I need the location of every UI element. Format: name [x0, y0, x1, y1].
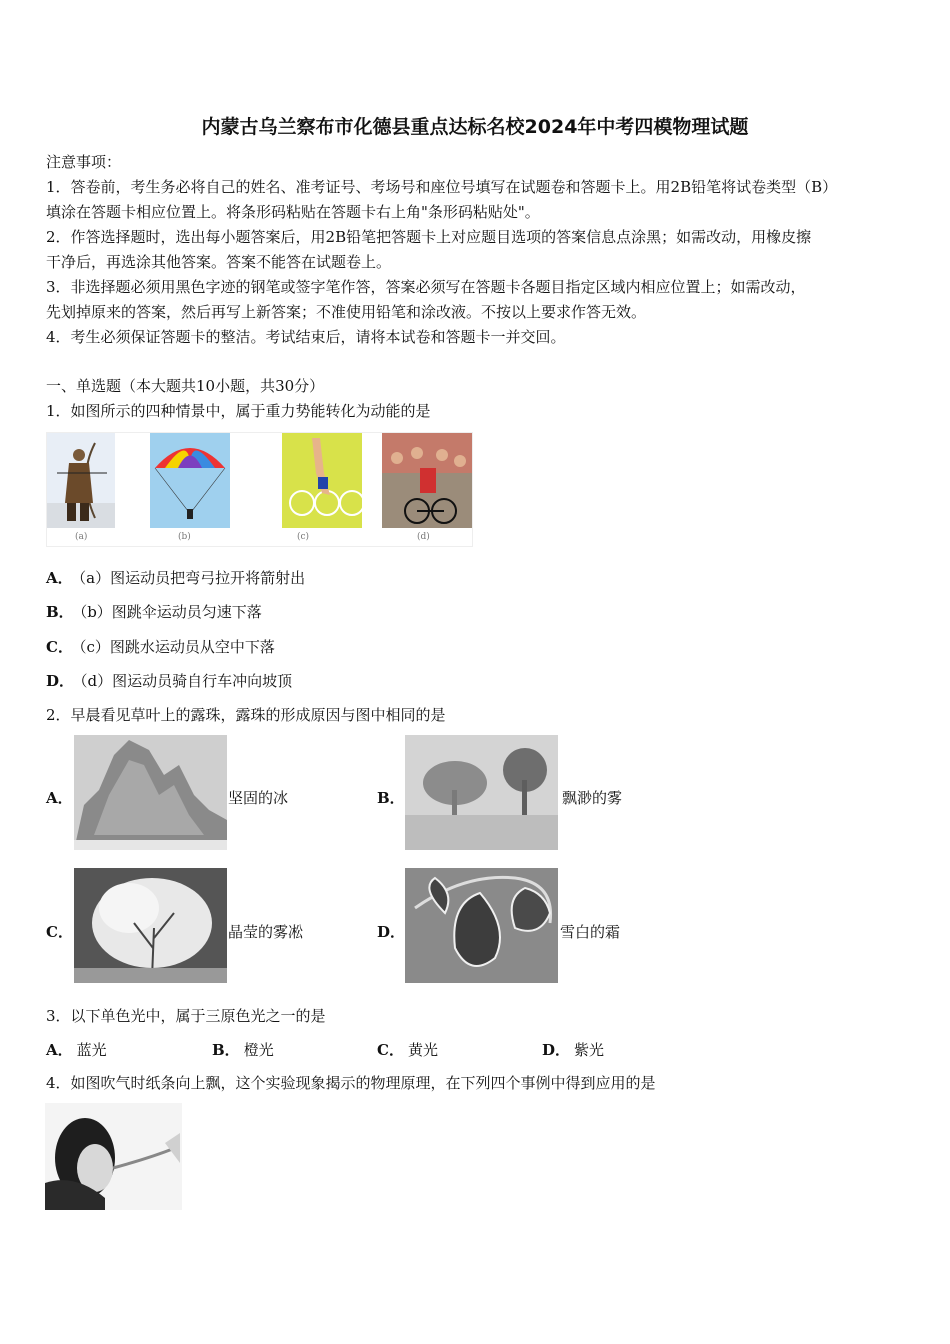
- caption: (b): [178, 532, 191, 542]
- page-title: 内蒙古乌兰察布市化德县重点达标名校2024年中考四模物理试题: [201, 116, 749, 138]
- blowing-paper-photo: [45, 1103, 182, 1210]
- option-d[interactable]: D． （d）图运动员骑自行车冲向坡顶: [46, 672, 293, 690]
- question-1-stem: 1．如图所示的四种情景中，属于重力势能转化为动能的是: [46, 402, 431, 420]
- notice-line: 填涂在答题卡相应位置上。将条形码粘贴在答题卡右上角"条形码粘贴处"。: [46, 203, 540, 221]
- caption: (d): [417, 532, 430, 542]
- option-b-text: 飘渺的雾: [562, 789, 623, 807]
- option-b[interactable]: B． 橙光: [212, 1041, 274, 1059]
- option-b[interactable]: B． （b）图跳伞运动员匀速下落: [46, 603, 262, 621]
- caption: (a): [75, 532, 88, 542]
- notice-line: 2．作答选择题时，选出每小题答案后，用2B铅笔把答题卡上对应题目选项的答案信息点涂黑；如需改动，用橡皮擦: [46, 228, 812, 246]
- notice-heading: 注意事项：: [46, 153, 122, 171]
- question-4-stem: 4．如图吹气时纸条向上飘，这个实验现象揭示的物理原理，在下列四个事例中得到应用的是: [46, 1074, 656, 1092]
- notice-line: 1．答卷前，考生务必将自己的姓名、准考证号、考场号和座位号填写在试题卷和答题卡上。用2B铅笔将试卷类型（B）: [46, 178, 838, 196]
- archer-photo: [47, 433, 115, 528]
- option-d[interactable]: D． 紫光: [542, 1041, 605, 1059]
- diver-photo: [282, 433, 362, 528]
- option-a-letter[interactable]: A．: [46, 789, 73, 807]
- rime-photo: [74, 868, 227, 983]
- notice-line: 4．考生必须保证答题卡的整洁。考试结束后，请将本试卷和答题卡一并交回。: [46, 328, 566, 346]
- parachute-photo: [150, 433, 230, 528]
- fog-photo: [405, 735, 558, 850]
- option-c-text: 晶莹的雾凇: [228, 923, 304, 941]
- option-c[interactable]: C． （c）图跳水运动员从空中下落: [46, 638, 275, 656]
- question-3-stem: 3．以下单色光中，属于三原色光之一的是: [46, 1007, 326, 1025]
- notice-line: 3．非选择题必须用黑色字迹的钢笔或签字笔作答，答案必须写在答题卡各题目指定区域内相应位置上；如需改动，: [46, 278, 806, 296]
- frost-photo: [405, 868, 558, 983]
- question-2-stem: 2．早晨看见草叶上的露珠，露珠的形成原因与图中相同的是: [46, 706, 446, 724]
- option-a[interactable]: A． 蓝光: [46, 1041, 107, 1059]
- section-heading: 一、单选题（本大题共10小题，共30分）: [46, 377, 325, 395]
- option-a-text: 坚固的冰: [228, 789, 289, 807]
- option-c-letter[interactable]: C．: [46, 923, 73, 941]
- option-d-text: 雪白的霜: [560, 923, 621, 941]
- caption: (c): [297, 532, 310, 542]
- cyclist-photo: [382, 433, 472, 528]
- q1-figure: [46, 432, 473, 547]
- ice-photo: [74, 735, 227, 850]
- option-a[interactable]: A． （a）图运动员把弯弓拉开将箭射出: [46, 569, 306, 587]
- option-b-letter[interactable]: B．: [377, 789, 405, 807]
- option-d-letter[interactable]: D．: [377, 923, 406, 941]
- notice-line: 干净后，再选涂其他答案。答案不能答在试题卷上。: [46, 253, 392, 271]
- option-c[interactable]: C． 黄光: [377, 1041, 438, 1059]
- notice-line: 先划掉原来的答案，然后再写上新答案；不准使用铅笔和涂改液。不按以上要求作答无效。: [46, 303, 647, 321]
